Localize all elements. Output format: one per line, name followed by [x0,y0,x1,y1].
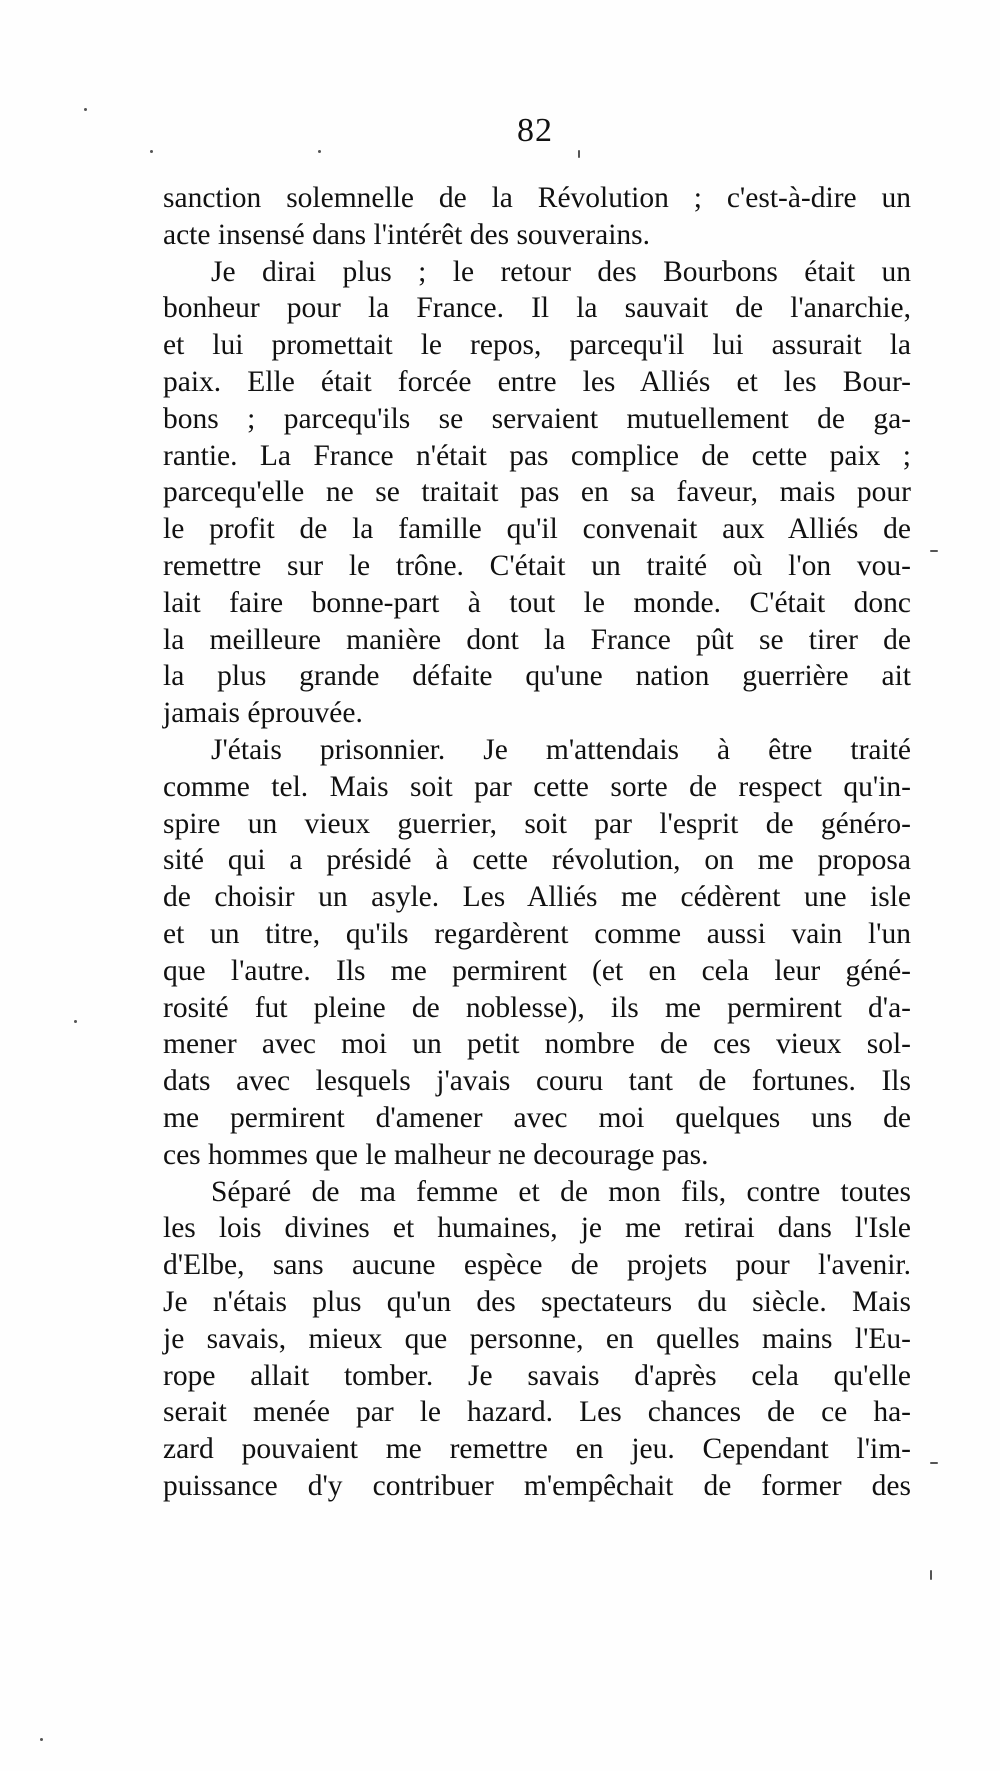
text-line: ces hommes que le malheur ne decourage pas. [163,1138,709,1171]
scan-speck [150,150,153,153]
text-line: sité qui a présidé à cette révolution, on me proposa [163,844,911,877]
page-number: 82 [517,112,553,149]
scan-speck [930,550,938,552]
text-line: spire un vieux guerrier, soit par l'esprit de généro- [163,807,911,840]
body-text [163,180,911,1505]
text-line: le profit de la famille qu'il convenait aux Alliés de [163,513,911,546]
text-line: me permirent d'amener avec moi quelques uns de [163,1101,911,1134]
text-line: Je dirai plus ; le retour des Bourbons était un [211,255,911,288]
text-line: lait faire bonne-part à tout le monde. C'était donc [163,586,911,619]
scan-speck [318,150,321,153]
paragraph-3 [163,732,911,1174]
text-line: les lois divines et humaines, je me retirai dans l'Isle [163,1212,911,1245]
scan-speck [930,1462,938,1464]
text-line: puissance d'y contribuer m'empêchait de former des [163,1469,911,1502]
text-line: la plus grande défaite qu'une nation guerrière ait [163,660,911,693]
scan-speck [930,1570,932,1580]
text-line: rantie. La France n'était pas complice de cette paix ; [163,439,911,472]
scan-speck [578,150,580,158]
text-line: acte insensé dans l'intérêt des souverains. [163,218,650,251]
text-line: et lui promettait le repos, parcequ'il lui assurait la [163,329,911,362]
text-line: rope allait tomber. Je savais d'après cela qu'elle [163,1359,911,1392]
scan-speck [74,1020,77,1023]
text-line: parcequ'elle ne se traitait pas en sa faveur, mais pour [163,476,911,509]
text-line: dats avec lesquels j'avais couru tant de fortunes. Ils [163,1065,911,1098]
scan-speck [40,1738,43,1741]
text-line: Séparé de ma femme et de mon fils, contre toutes [211,1175,911,1208]
text-line: bonheur pour la France. Il la sauvait de l'anarchie, [163,292,911,325]
text-line: bons ; parcequ'ils se servaient mutuellement de ga- [163,402,911,435]
text-line: la meilleure manière dont la France pût se tirer de [163,623,911,656]
text-line: rosité fut pleine de noblesse), ils me permirent d'a- [163,991,911,1024]
text-line: jamais éprouvée. [163,697,363,730]
text-line: J'étais prisonnier. Je m'attendais à être traité [211,733,911,766]
text-line: Je n'étais plus qu'un des spectateurs du siècle. Mais [163,1285,911,1318]
text-line: d'Elbe, sans aucune espèce de projets pour l'avenir. [163,1249,911,1282]
text-line: zard pouvaient me remettre en jeu. Cependant l'im- [163,1433,911,1466]
text-line: et un titre, qu'ils regardèrent comme aussi vain l'un [163,917,911,950]
paragraph-4 [163,1174,911,1505]
text-line: je savais, mieux que personne, en quelles mains l'Eu- [163,1322,911,1355]
text-line: serait menée par le hazard. Les chances de ce ha- [163,1396,911,1429]
scan-speck [84,108,87,111]
text-line: paix. Elle était forcée entre les Alliés et les Bour- [163,365,911,398]
text-line: remettre sur le trône. C'était un traité où l'on vou- [163,549,911,582]
text-line: mener avec moi un petit nombre de ces vieux sol- [163,1028,911,1061]
text-line: que l'autre. Ils me permirent (et en cela leur géné- [163,954,911,987]
text-line: sanction solemnelle de la Révolution ; c'est-à-dire un [163,182,911,214]
text-line: de choisir un asyle. Les Alliés me cédèrent une isle [163,881,911,914]
paragraph-1 [163,180,911,254]
paragraph-2 [163,254,911,732]
text-line: comme tel. Mais soit par cette sorte de respect qu'in- [163,770,911,803]
